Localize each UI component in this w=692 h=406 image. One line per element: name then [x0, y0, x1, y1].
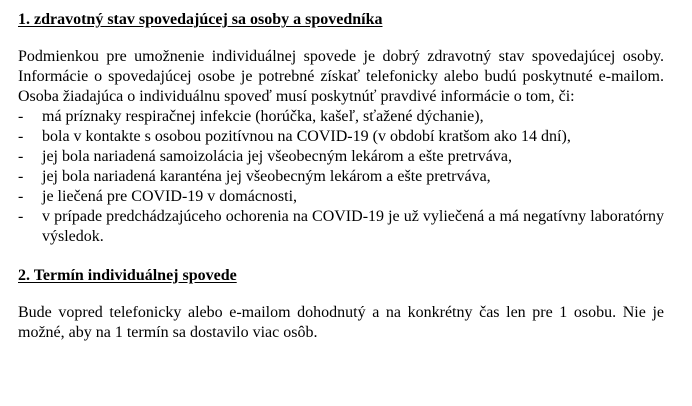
list-item	[18, 147, 664, 167]
list-item-text: jej bola nariadená samoizolácia jej všeobecným lekárom a ešte pretrváva,	[42, 148, 513, 165]
dash-bullet: -	[18, 188, 24, 205]
list-item-text: má príznaky respiračnej infekcie (horúčka, kašeľ, sťažené dýchanie),	[42, 108, 484, 125]
dash-bullet: -	[18, 108, 24, 125]
list-item-text: v prípade predchádzajúceho ochorenia na COVID-19 je už vyliečená a má negatívny laboratórny výsledok.	[42, 208, 664, 245]
section-2-heading: 2. Termín individuálnej spovede	[18, 267, 237, 284]
list-item-text: je liečená pre COVID-19 v domácnosti,	[42, 188, 298, 205]
section-1-heading: 1. zdravotný stav spovedajúcej sa osoby a spovedníka	[18, 11, 383, 28]
dash-bullet: -	[18, 168, 24, 185]
dash-bullet: -	[18, 148, 24, 165]
list-item-text: bola v kontakte s osobou pozitívnou na COVID-19 (v období kratšom ako 14 dní),	[42, 128, 571, 145]
spacer	[18, 247, 664, 266]
list-item-text: jej bola nariadená karanténa jej všeobecným lekárom a ešte pretrváva,	[42, 168, 491, 185]
list-item	[18, 107, 664, 127]
list-item	[18, 207, 664, 247]
list-item	[18, 167, 664, 187]
section-2-text: Bude vopred telefonicky alebo e-mailom dohodnutý a na konkrétny čas len pre 1 osobu. Nie je možné, aby na 1 termín sa dostavilo viac osôb.	[18, 304, 664, 341]
dash-bullet: -	[18, 128, 24, 145]
spacer	[18, 286, 664, 303]
dash-bullet: -	[18, 208, 24, 225]
spacer	[18, 30, 664, 47]
list-item	[18, 187, 664, 207]
document-page	[18, 10, 664, 343]
list-item	[18, 127, 664, 147]
section-1-intro: Podmienkou pre umožnenie individuálnej spovede je dobrý zdravotný stav spovedajúcej osoby. Informácie o spovedajúcej osobe je potrebné získať telefonicky alebo budú poskytnuté e-mailom. Osoba žiadajúca o individuálnu spoveď musí poskytnúť pravdivé informácie o tom, či:	[18, 48, 664, 105]
conditions-list	[18, 107, 664, 247]
